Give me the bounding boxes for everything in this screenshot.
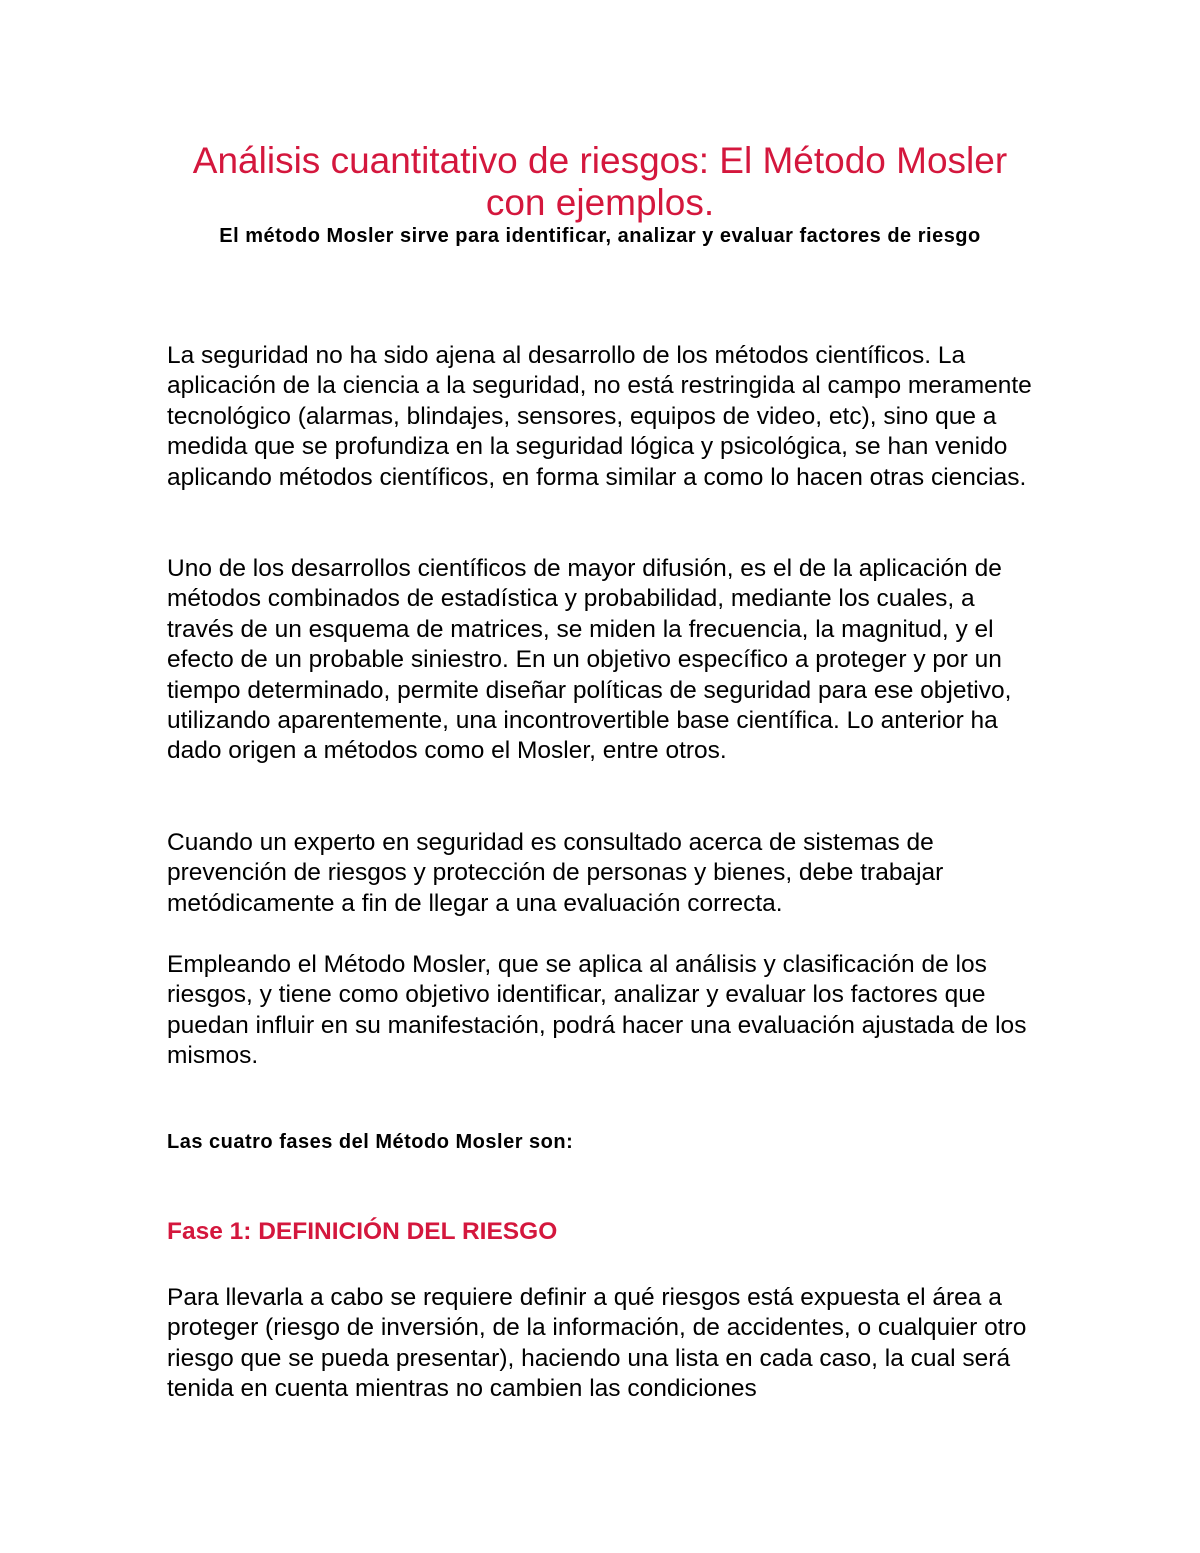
document-title-line-2: con ejemplos. <box>485 182 715 223</box>
paragraph-mosler-method: Empleando el Método Mosler, que se aplica al análisis y clasificación de los riesgos, y tiene como objetivo identificar, analizar y evaluar los factores que puedan influir en su manifestación, podrá hacer una evaluación ajustada de los mismos. <box>167 951 1027 1070</box>
document-title-line-1: Análisis cuantitativo de riesgos: El Método Mosler <box>192 140 1008 181</box>
phase-1-paragraph: Para llevarla a cabo se requiere definir a qué riesgos está expuesta el área a proteger (riesgo de inversión, de la información, de accidentes, o cualquier otro riesgo que se pueda presentar), haciendo una lista en cada caso, la cual será tenida en cuenta mientras no cambien las condiciones <box>167 1284 1027 1403</box>
phases-intro: Las cuatro fases del Método Mosler son: <box>167 1131 574 1153</box>
paragraph-expert: Cuando un experto en seguridad es consultado acerca de sistemas de prevención de riesgos y protección de personas y bienes, debe trabajar metódicamente a fin de llegar a una evaluación correcta. <box>167 829 944 917</box>
paragraph-scientific-methods: Uno de los desarrollos científicos de mayor difusión, es el de la aplicación de métodos combinados de estadística y probabilidad, mediante los cuales, a través de un esquema de matrices, se miden la frecuencia, la magnitud, y el efecto de un probable siniestro. En un objetivo específico a proteger y por un tiempo determinado, permite diseñar políticas de seguridad para ese objetivo, utilizando aparentemente, una incontrovertible base científica. Lo anterior ha dado origen a métodos como el Mosler, entre otros. <box>167 555 1012 765</box>
paragraph-intro: La seguridad no ha sido ajena al desarrollo de los métodos científicos. La aplicación de la ciencia a la seguridad, no está restringida al campo meramente tecnológico (alarmas, blindajes, sensores, equipos de video, etc), sino que a medida que se profundiza en la seguridad lógica y psicológica, se han venido aplicando métodos científicos, en forma similar a como lo hacen otras ciencias. <box>167 342 1032 491</box>
phase-1-heading: Fase 1: DEFINICIÓN DEL RIESGO <box>167 1218 558 1245</box>
document-subtitle: El método Mosler sirve para identificar, analizar y evaluar factores de riesgo <box>219 225 981 247</box>
